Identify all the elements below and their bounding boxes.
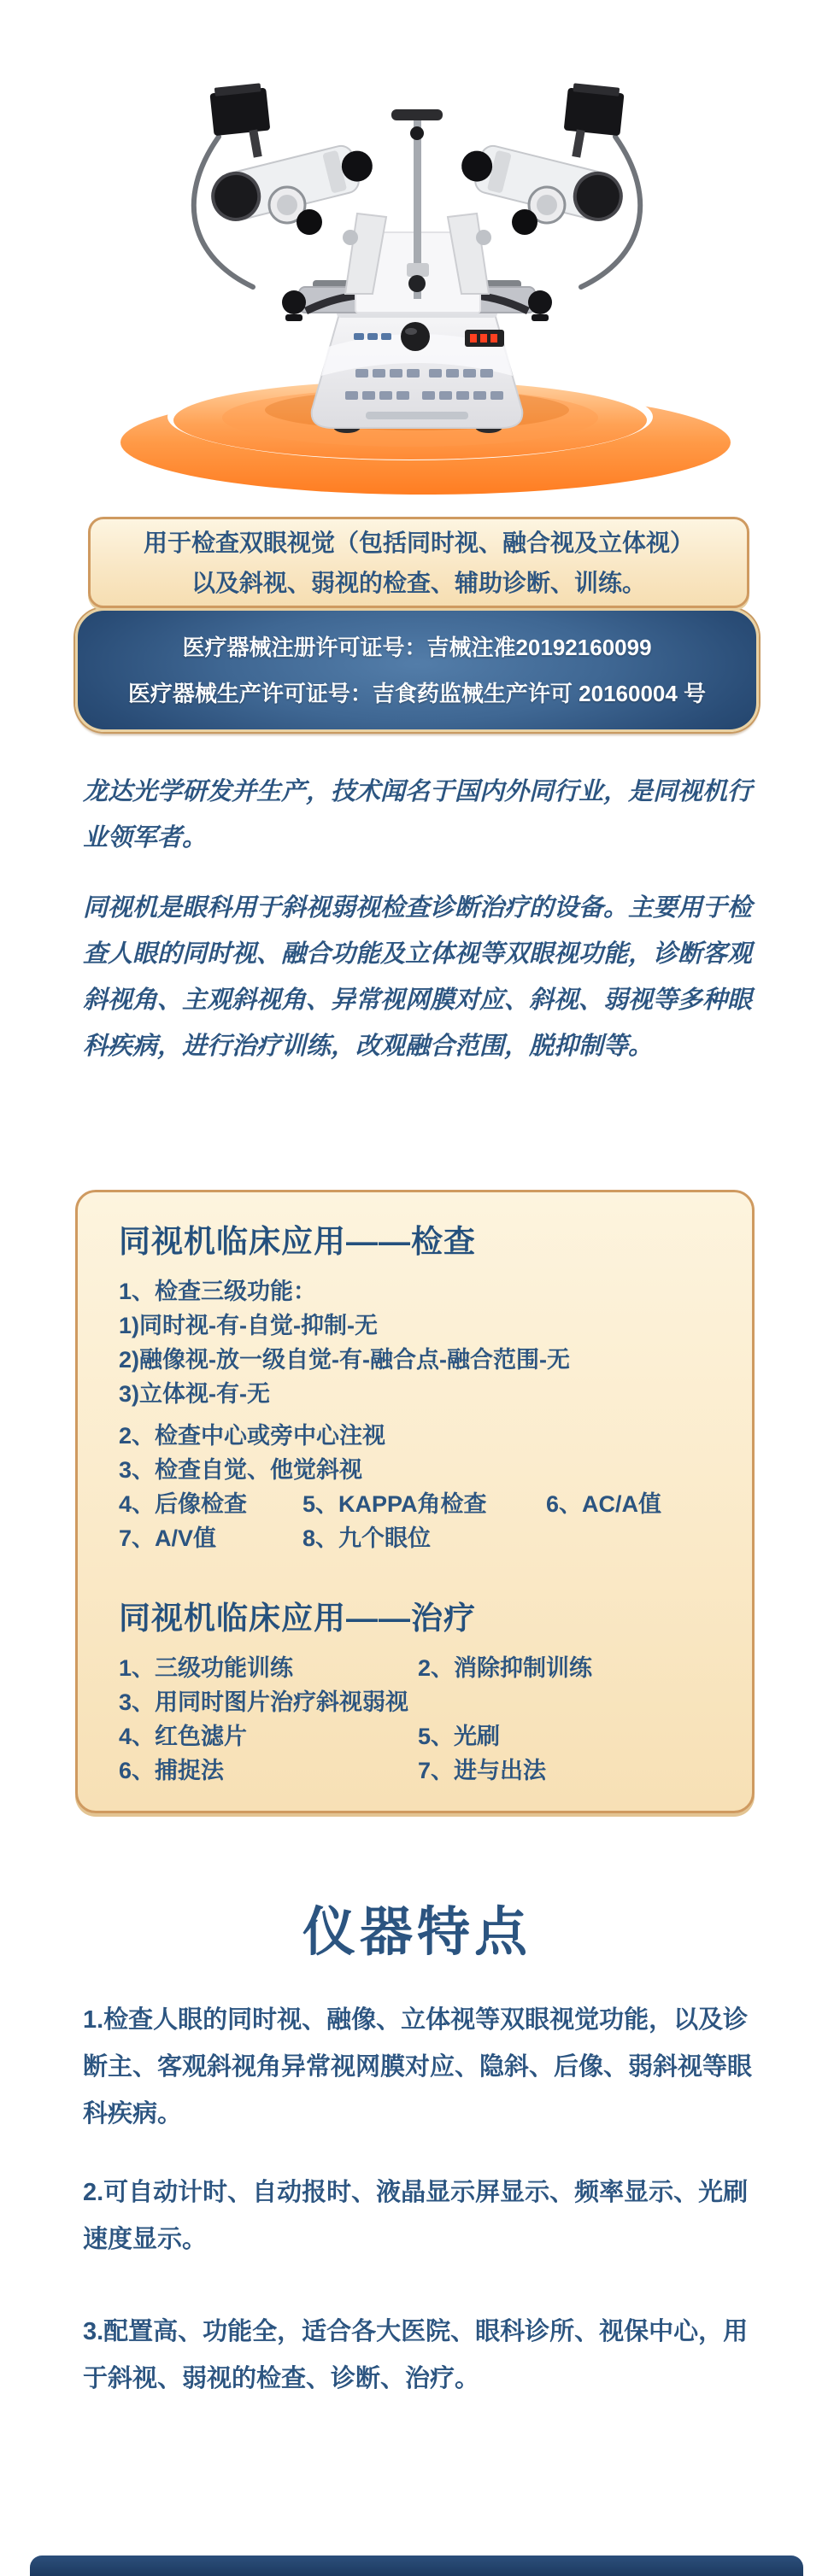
exam-item: 7、A/V值 <box>119 1525 217 1551</box>
treat-line: 3、用同时图片治疗斜视弱视 <box>119 1689 409 1715</box>
device-base <box>312 304 523 433</box>
treat-item: 7、进与出法 <box>418 1758 547 1783</box>
treat-line-columns <box>119 1719 718 1753</box>
exam-line: 3、检查自觉、他觉斜视 <box>119 1457 363 1483</box>
feature-item-1: 1.检查人眼的同时视、融像、立体视等双眼视觉功能，以及诊断主、客观斜视角异常视网膜对应、隐斜、后像、弱斜视等眼科疾病。 <box>83 2006 753 2128</box>
feature-item-2: 2.可自动计时、自动报时、液晶显示屏显示、频率显示、光刷速度显示。 <box>83 2179 749 2253</box>
about-paragraph-1: 龙达光学研发并生产，技术闻名于国内外同行业，是同视机行业领军者。 <box>83 778 753 852</box>
synoptophore-illustration <box>84 36 750 506</box>
right-eyepiece-arm <box>448 83 640 294</box>
feature-item-3: 3.配置高、功能全，适合各大医院、眼科诊所、视保中心，用于斜视、弱视的检查、诊断、治疗。 <box>83 2318 749 2392</box>
clinical-treat-title: 同视机临床应用——治疗 <box>119 1601 476 1636</box>
treat-item: 1、三级功能训练 <box>119 1655 294 1681</box>
intro-line-1: 用于检查双眼视觉（包括同时视、融合视及立体视） <box>143 529 694 556</box>
treat-item: 6、捕捉法 <box>119 1758 225 1783</box>
exam-item: 8、九个眼位 <box>302 1525 432 1551</box>
clinical-applications-box <box>75 1190 755 1813</box>
exam-line: 3)立体视-有-无 <box>119 1381 270 1407</box>
treat-line-columns <box>119 1651 718 1685</box>
next-section-edge <box>30 2556 803 2576</box>
exam-line-columns <box>119 1521 718 1555</box>
intro-box <box>88 517 749 608</box>
features-title: 仪器特点 <box>302 1903 532 1962</box>
treat-item: 4、红色滤片 <box>119 1724 248 1749</box>
left-eyepiece-arm <box>194 83 386 294</box>
license-registration: 医疗器械注册许可证号：吉械注准20192160099 <box>182 634 652 660</box>
exam-line: 1、检查三级功能： <box>119 1279 317 1304</box>
exam-item: 6、AC/A值 <box>546 1491 662 1517</box>
exam-item: 5、KAPPA角检查 <box>302 1491 487 1517</box>
exam-line: 2)融像视-放一级自觉-有-融合点-融合范围-无 <box>119 1347 570 1373</box>
intro-line-2: 以及斜视、弱视的检查、辅助诊断、训练。 <box>191 569 646 596</box>
treat-line-columns <box>119 1753 718 1788</box>
exam-line: 2、检查中心或旁中心注视 <box>119 1423 386 1449</box>
exam-item: 4、后像检查 <box>119 1491 248 1517</box>
exam-line-columns <box>119 1487 718 1521</box>
product-photo <box>84 36 750 506</box>
treat-item: 2、消除抑制训练 <box>418 1655 593 1681</box>
clinical-exam-title: 同视机临床应用——检查 <box>119 1224 476 1259</box>
license-production: 医疗器械生产许可证号：吉食药监械生产许可 20160004 号 <box>127 680 707 706</box>
license-banner <box>75 608 759 732</box>
treat-item: 5、光刷 <box>418 1724 501 1749</box>
about-paragraph-2: 同视机是眼科用于斜视弱视检查诊断治疗的设备。主要用于检查人眼的同时视、融合功能及立体视等双眼视功能，诊断客观斜视角、主观斜视角、异常视网膜对应、斜视、弱视等多种眼科疾病，进行治疗训练，改观融合范围，脱抑制等。 <box>83 894 753 1060</box>
exam-line: 1)同时视-有-自觉-抑制-无 <box>119 1313 378 1338</box>
